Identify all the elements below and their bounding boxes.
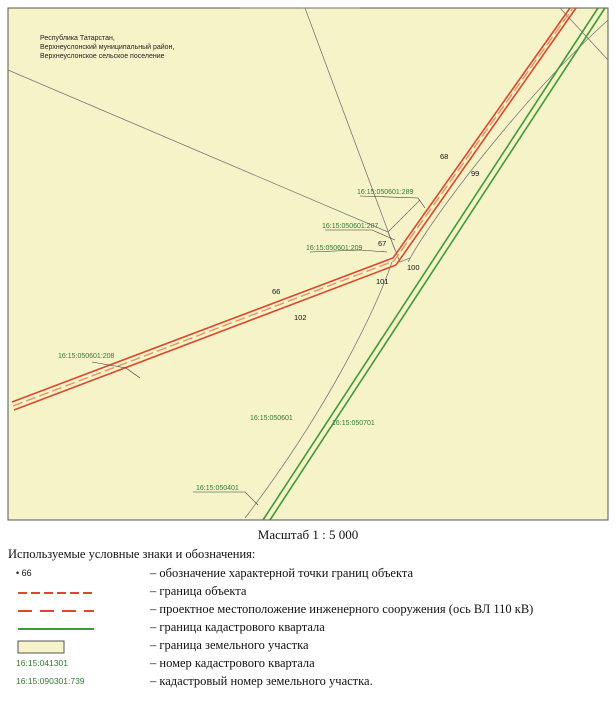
quarter-label: 16:15:050601 — [250, 415, 293, 422]
quarter-label: 16:15:050701 — [332, 420, 375, 427]
quarter-border-symbol — [16, 623, 96, 635]
point-label: 102 — [294, 313, 307, 322]
legend-item — [0, 674, 616, 692]
legend-desc: – проектное местоположение инженерного сооружения (ось ВЛ 110 кВ) — [150, 602, 534, 616]
parcel-label: 16:15:050601:209 — [306, 245, 363, 252]
point-label: 66 — [272, 287, 281, 296]
region-line-3: Верхнеуслонское сельское поселение — [40, 53, 165, 60]
region-line-1: Республика Татарстан, — [40, 35, 115, 42]
legend-item — [0, 584, 616, 602]
legend-item — [0, 638, 616, 656]
parcel-label: 16:15:050601:208 — [58, 353, 115, 360]
legend-desc: – граница земельного участка — [150, 638, 309, 652]
land-parcel-symbol — [16, 640, 96, 654]
legend-item — [0, 620, 616, 638]
legend-desc: – граница кадастрового квартала — [150, 620, 325, 634]
legend-title: Используемые условные знаки и обозначения: — [8, 547, 256, 561]
legend-desc: – кадастровый номер земельного участка. — [150, 674, 373, 688]
quarter-label: 16:15:050401 — [196, 485, 239, 492]
object-border-symbol — [16, 587, 96, 599]
legend-desc: – номер кадастрового квартала — [150, 656, 315, 670]
parcel-number-symbol: 16:15:090301:739 — [16, 676, 85, 686]
scale-label: Масштаб 1 : 5 000 — [257, 527, 359, 542]
legend-item — [0, 656, 616, 674]
legend-item — [0, 602, 616, 620]
parcel-label: 16:15:050601:207 — [322, 223, 379, 230]
legend-desc: – обозначение характерной точки границ объекта — [150, 566, 414, 580]
point-label: 99 — [471, 169, 480, 178]
parcel-label: 16:15:050601:289 — [357, 189, 414, 196]
point-symbol: • 66 — [16, 568, 32, 578]
point-label: 68 — [440, 152, 449, 161]
region-line-2: Верхнеуслонский муниципальный район, — [40, 44, 175, 51]
legend-item — [0, 566, 616, 584]
point-label: 100 — [407, 263, 420, 272]
point-label: 101 — [376, 277, 389, 286]
legend-desc: – граница объекта — [150, 584, 247, 598]
line-axis-symbol — [16, 605, 96, 617]
quarter-number-symbol: 16:15:041301 — [16, 658, 68, 668]
point-label: 67 — [378, 239, 387, 248]
